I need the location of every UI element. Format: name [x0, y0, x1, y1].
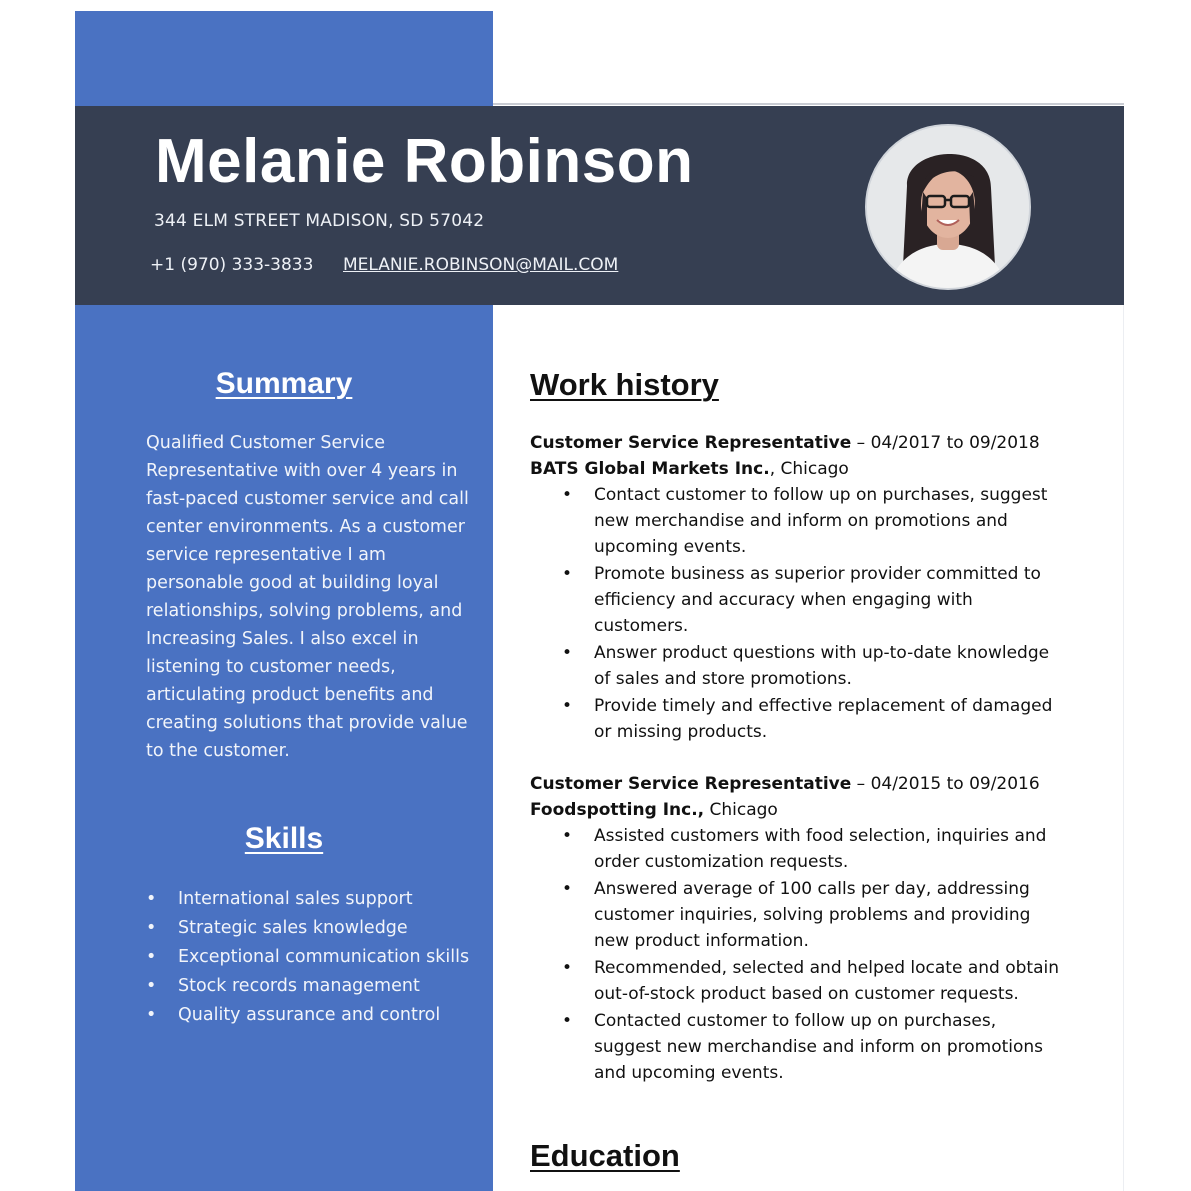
job-title-line — [530, 430, 1090, 456]
job-role: Customer Service Representative — [530, 774, 852, 794]
job-role: Customer Service Representative — [530, 433, 852, 453]
job-bullet: • Answer product questions with up-to-date knowledge of sales and store promotions. — [530, 640, 1064, 692]
right-edge-divider — [1123, 305, 1124, 1191]
job-dates: – 04/2017 to 09/2018 — [851, 433, 1040, 453]
skill-item: • Stock records management — [146, 972, 469, 1001]
top-divider — [493, 103, 1124, 105]
job-bullet: • Promote business as superior provider committed to efficiency and accuracy when engaging with customers. — [530, 561, 1064, 639]
job-company: Foodspotting Inc., — [530, 800, 705, 820]
email-link[interactable]: MELANIE.ROBINSON@MAIL.COM — [343, 255, 619, 275]
header-band — [75, 106, 1124, 305]
job-entry — [530, 430, 1090, 746]
job-bullet: • Contact customer to follow up on purchases, suggest new merchandise and inform on promotions and upcoming events. — [530, 482, 1064, 560]
summary-text: Qualified Customer Service Representative with over 4 years in fast-paced customer service and call center environments. As a customer service representative I am personable good at building loyal relationships, solving problems, and Increasing Sales. I also excel in listening to customer needs, articulating product benefits and creating solutions that provide value to the customer. — [146, 433, 469, 761]
job-company-line — [530, 456, 1090, 482]
profile-photo — [865, 124, 1031, 290]
job-title-line — [530, 771, 1090, 797]
skill-item: • Strategic sales knowledge — [146, 914, 469, 943]
job-bullets — [530, 823, 1090, 1086]
skill-item: • Quality assurance and control — [146, 1001, 469, 1030]
job-bullet: • Assisted customers with food selection, inquiries and order customization requests. — [530, 823, 1064, 875]
education-heading: Education — [530, 1138, 680, 1173]
job-bullets — [530, 482, 1090, 745]
address-text: 344 ELM STREET MADISON, SD 57042 — [154, 211, 485, 231]
job-bullet: • Answered average of 100 calls per day, addressing customer inquiries, solving problems and providing new product information. — [530, 876, 1064, 954]
job-bullet: • Recommended, selected and helped locate and obtain out-of-stock product based on customer requests. — [530, 955, 1064, 1007]
job-location: , Chicago — [769, 459, 849, 479]
skills-list — [146, 885, 469, 1030]
skill-item: • International sales support — [146, 885, 469, 914]
job-bullet: • Provide timely and effective replacement of damaged or missing products. — [530, 693, 1064, 745]
work-history-heading: Work history — [530, 367, 719, 402]
job-entry — [530, 771, 1090, 1087]
job-dates: – 04/2015 to 09/2016 — [851, 774, 1040, 794]
job-location: Chicago — [704, 800, 778, 820]
summary-heading: Summary — [215, 367, 353, 400]
candidate-name: Melanie Robinson — [155, 127, 694, 196]
job-company: BATS Global Markets Inc. — [530, 459, 770, 479]
portrait-illustration-icon — [867, 126, 1029, 288]
skills-heading: Skills — [244, 822, 324, 855]
job-company-line — [530, 797, 1090, 823]
skill-item: • Exceptional communication skills — [146, 943, 469, 972]
phone-text: +1 (970) 333-3833 — [150, 255, 314, 275]
job-bullet: • Contacted customer to follow up on purchases, suggest new merchandise and inform on promotions and upcoming events. — [530, 1008, 1064, 1086]
